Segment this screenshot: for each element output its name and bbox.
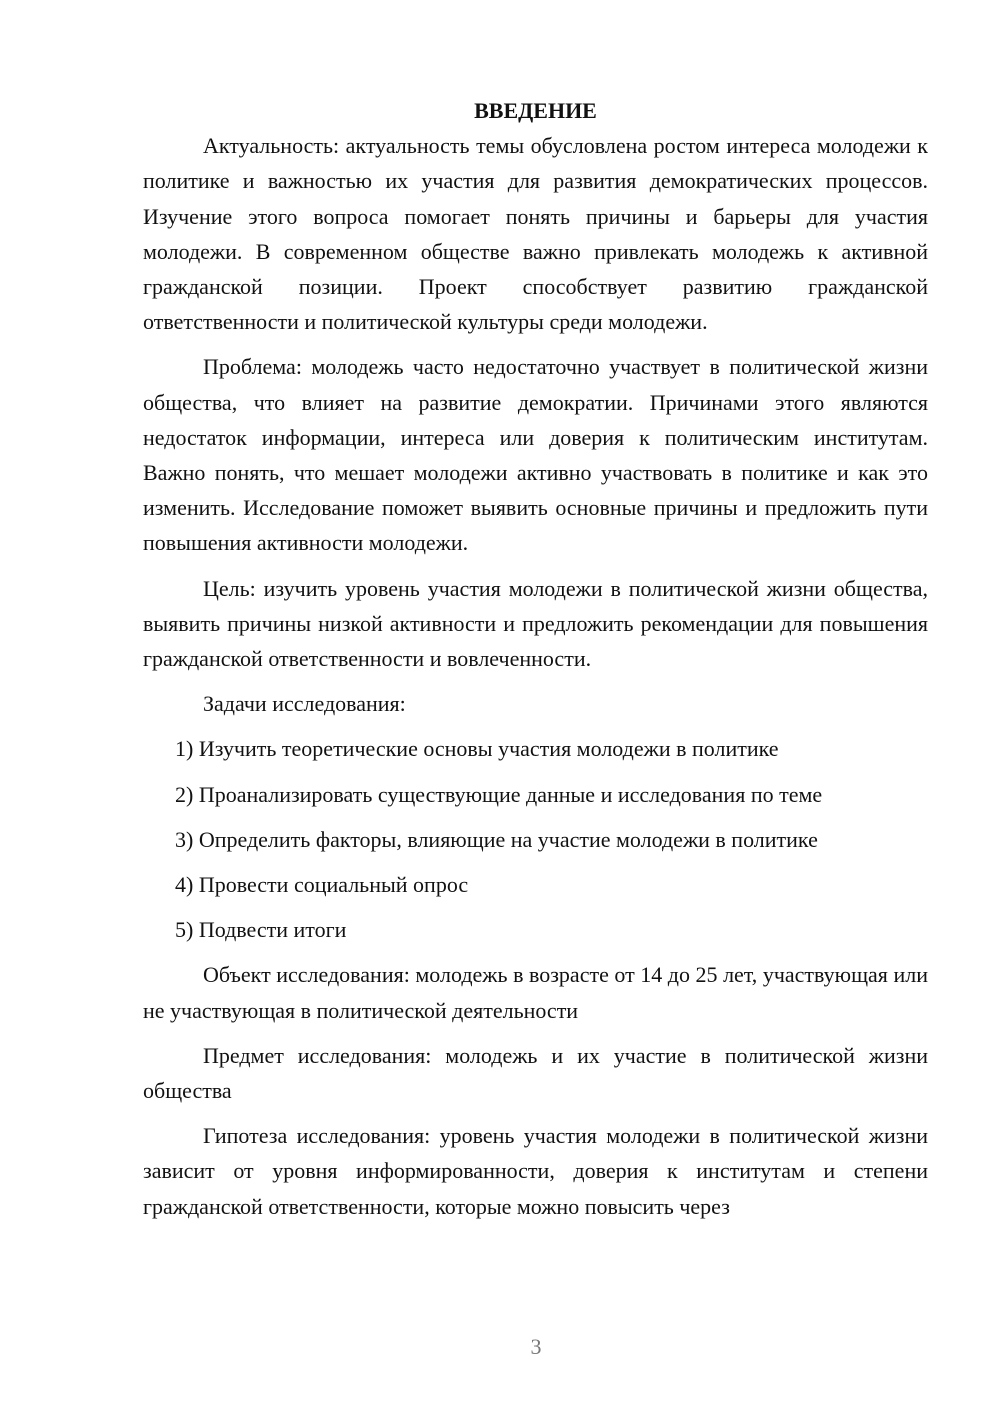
page-title: ВВЕДЕНИЕ [474, 98, 597, 123]
task-item-4: 4) Провести социальный опрос [175, 872, 469, 898]
page-content [143, 93, 928, 1224]
task-item-2: 2) Проанализировать существующие данные и исследования по теме [175, 781, 823, 807]
paragraph-goal: Цель: изучить уровень участия молодежи в политической жизни общества, выявить причины низкой активности и предложить рекомендации для повышения гражданской ответственности и вовлеченности. [143, 575, 928, 672]
paragraph-hypothesis: Гипотеза исследования: уровень участия молодежи в политической жизни зависит от уровня информированности, доверия к институтам и степени гражданской ответственности, которые можно повысить через [143, 1123, 928, 1219]
tasks-heading: Задачи исследования: [203, 691, 406, 717]
paragraph-subject: Предмет исследования: молодежь и их участие в политической жизни общества [143, 1042, 928, 1104]
paragraph-object: Объект исследования: молодежь в возрасте от 14 до 25 лет, участвующая или не участвующая в политической деятельности [143, 962, 928, 1023]
task-item-1: 1) Изучить теоретические основы участия молодежи в политике [175, 736, 779, 762]
task-item-5: 5) Подвести итоги [175, 917, 347, 943]
paragraph-relevance: Актуальность: актуальность темы обусловлена ростом интереса молодежи к политике и важностью их участия для развития демократических процессов. Изучение этого вопроса помогает понять причины и барьеры для участия молодежи. В современном обществе важно привлекать молодежь к активной гражданской позиции. Проект способствует развитию гражданской ответственности и политической культуры среди молодежи. [143, 133, 928, 335]
task-item-3: 3) Определить факторы, влияющие на участие молодежи в политике [175, 826, 818, 852]
paragraph-problem: Проблема: молодежь часто недостаточно участвует в политической жизни общества, что влияет на развитие демократии. Причинами этого являются недостаток информации, интереса или доверия к политическим институтам. Важно понять, что мешает молодежи активно участвовать в политике и как это изменить. Исследование поможет выявить основные причины и предложить пути повышения активности молодежи. [143, 354, 928, 556]
page-number: 3 [530, 1334, 542, 1359]
tasks-list [143, 731, 928, 947]
